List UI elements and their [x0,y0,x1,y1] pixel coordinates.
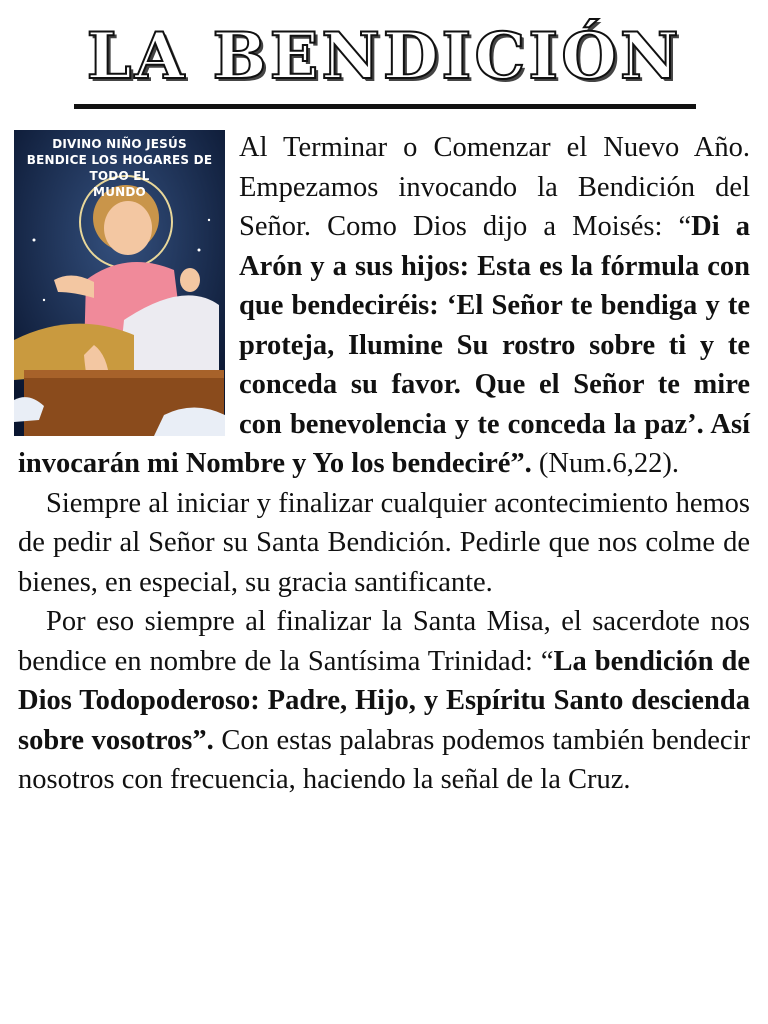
bold-quote: Di a Arón y a sus hijos: Esta es la fórmula con que bendeciréis: ‘El Señor te bendiga y te proteja, Ilumine Su rostro sobre ti y te conceda su favor. Que el Señor te mire con benevolencia y te conceda la paz’. Así invocarán mi Nombre y Yo los bendeciré”. [18,211,751,479]
text-run: Con estas palabras podemos también bendecir nosotros con frecuencia, haciendo la señal de la Cruz. [18,724,750,795]
bold-quote: La bendición de Dios Todopoderoso: Padre, Hijo, y Espíritu Santo descienda sobre vosotros”. [18,645,751,756]
page-title: LA BENDICIÓN [86,19,682,94]
paragraph-3 [18,602,750,800]
body-text [18,128,750,800]
citation: (Num.6,22). [531,448,679,479]
image-caption-line: BENDICE LOS HOGARES DE TODO EL [26,153,213,183]
image-caption-line: MUNDO [93,185,146,199]
text-run: Por eso siempre al finalizar la Santa Misa, el sacerdote nos bendice en nombre de la Santísima Trinidad: “ [18,606,750,677]
title-underline [74,104,696,109]
paragraph-2: Siempre al iniciar y finalizar cualquier acontecimiento hemos de pedir al Señor su Santa Bendición. Pedirle que nos colme de bienes, en especial, su gracia santificante. [18,487,750,598]
text-run: Al Terminar o Comenzar el Nuevo Año. Empezamos invocando la Bendición del Señor. Como Dios dijo a Moisés: “ [239,132,750,242]
image-caption-line: DIVINO NIÑO JESÚS [52,137,187,151]
